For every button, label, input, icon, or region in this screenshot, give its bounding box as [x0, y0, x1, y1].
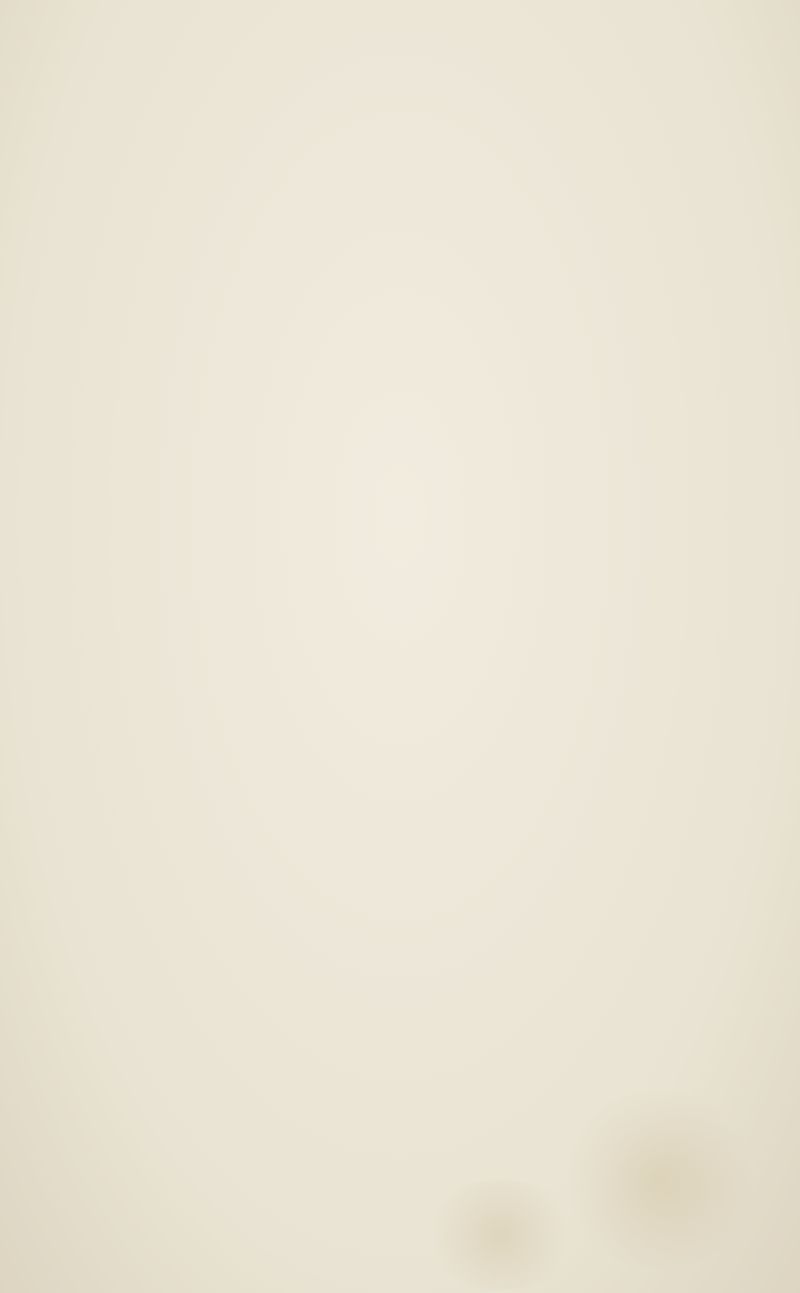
- paper-stain: [420, 1180, 580, 1290]
- paper-stain: [560, 1090, 760, 1270]
